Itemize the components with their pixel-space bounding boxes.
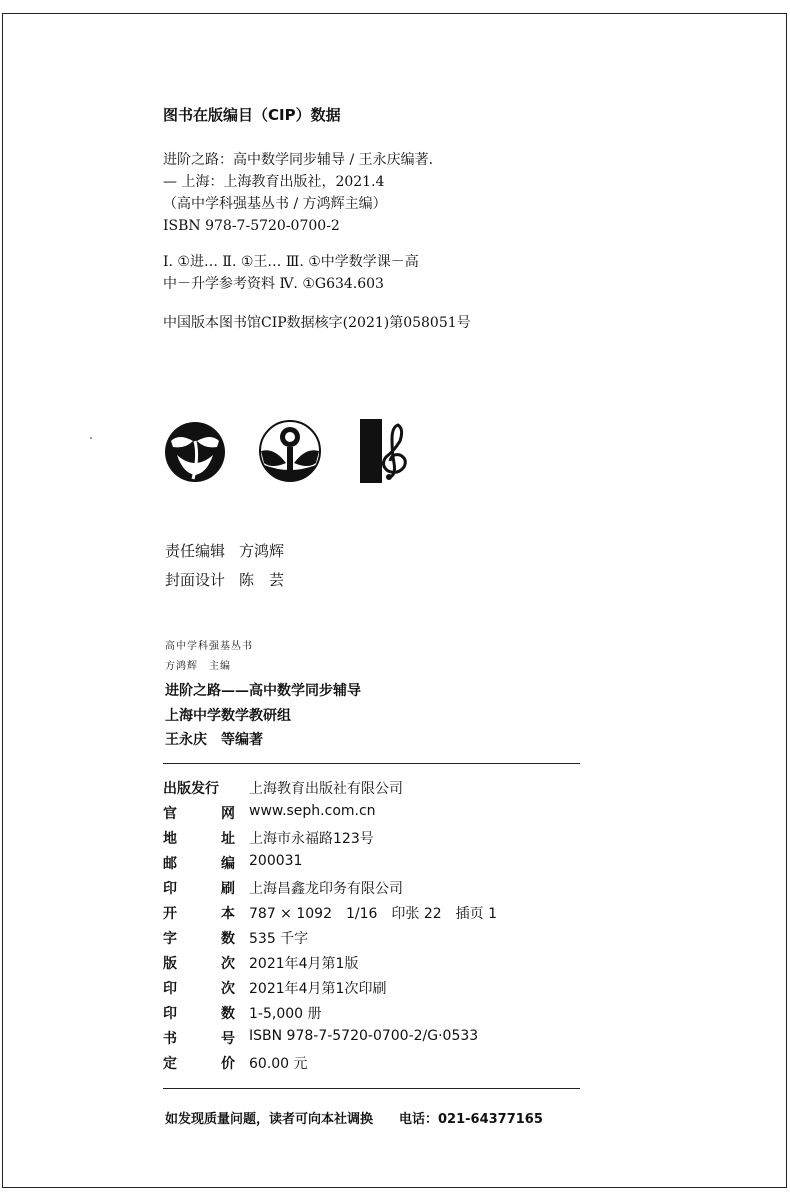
pub-value: 787 × 1092 1/16 印张 22 插页 1 <box>249 906 498 922</box>
cip-isbn-line: ISBN 978-7-5720-0700-2 <box>163 218 340 234</box>
pub-value: ISBN 978-7-5720-0700-2/G·0533 <box>249 1028 479 1044</box>
series-name: 高中学科强基丛书 <box>165 641 253 652</box>
cip-record-line-2: — 上海：上海教育出版社，2021.4 <box>163 174 385 190</box>
pub-value: 200031 <box>249 853 303 869</box>
pub-value: 60.00 元 <box>249 1056 308 1072</box>
divider-bottom <box>163 1088 580 1089</box>
staff-label: 责任编辑 <box>165 542 226 560</box>
pub-label: 印 刷 <box>163 881 235 897</box>
pub-value: 2021年4月第1版 <box>249 956 359 972</box>
pub-label: 印 次 <box>163 981 235 997</box>
pub-label: 地 址 <box>163 831 235 847</box>
pub-label: 开 本 <box>163 906 235 922</box>
quality-notice: 如发现质量问题，读者可向本社调换 电话：021-64377165 <box>165 1112 543 1127</box>
pub-label: 书 号 <box>163 1031 235 1047</box>
pub-label: 字 数 <box>163 931 235 947</box>
series-editor: 方鸿辉 主编 <box>165 661 231 672</box>
print-speck <box>90 437 92 439</box>
staff-row-designer <box>165 569 284 590</box>
staff-value: 方鸿辉 <box>239 542 285 560</box>
seedling-circle-logo <box>163 421 227 483</box>
cip-record-line-1: 进阶之路：高中数学同步辅导 / 王永庆编著. <box>163 152 434 168</box>
pub-value: 上海教育出版社有限公司 <box>249 781 403 797</box>
book-compiler-group: 上海中学数学教研组 <box>165 708 291 724</box>
cip-record-line-3: （高中学科强基丛书 / 方鸿辉主编） <box>163 196 387 212</box>
pub-value: 535 千字 <box>249 931 309 947</box>
pub-label: 出版发行 <box>163 781 219 797</box>
staff-value: 陈 芸 <box>239 571 285 589</box>
pub-label: 官 网 <box>163 806 235 822</box>
pub-label: 版 次 <box>163 956 235 972</box>
staff-label: 封面设计 <box>165 571 226 589</box>
cip-subjects-line-1: Ⅰ. ①进… Ⅱ. ①王… Ⅲ. ①中学数学课－高 <box>163 254 419 270</box>
pub-value: 上海昌鑫龙印务有限公司 <box>249 881 403 897</box>
cip-subjects-line-2: 中－升学参考资料 Ⅳ. ①G634.603 <box>163 276 384 292</box>
pub-label: 印 数 <box>163 1006 235 1022</box>
cip-core-number: 中国版本图书馆CIP数据核字(2021)第058051号 <box>163 315 471 331</box>
staff-row-editor <box>165 540 284 561</box>
treble-clef-logo <box>360 419 412 483</box>
pub-value: 上海市永福路123号 <box>249 831 374 847</box>
pub-value: www.seph.com.cn <box>249 803 376 819</box>
cip-heading: 图书在版编目（CIP）数据 <box>163 106 341 124</box>
divider-top <box>163 763 580 764</box>
book-title: 进阶之路——高中数学同步辅导 <box>165 683 361 699</box>
pub-label: 邮 编 <box>163 856 235 872</box>
sprout-circle-logo <box>258 419 322 483</box>
book-authors: 王永庆 等编著 <box>165 732 263 748</box>
page-border <box>2 13 787 1188</box>
pub-label: 定 价 <box>163 1056 235 1072</box>
pub-value: 1-5,000 册 <box>249 1006 322 1022</box>
pub-value: 2021年4月第1次印刷 <box>249 981 387 997</box>
